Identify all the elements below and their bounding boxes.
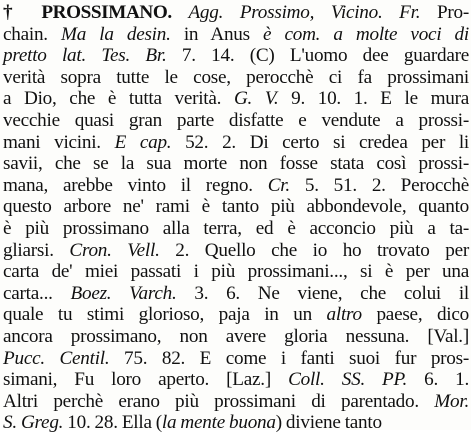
- entry-line: carta de' miei passati i più prossimani..., si è per una: [3, 261, 469, 283]
- entry-line: savii, che se la sua morte non fosse stata così prossi-: [3, 153, 469, 175]
- entry-line: mana, arebbe vinto il regno. Cr. 5. 51. 2. Perocchè: [3, 174, 469, 196]
- entry-line: ancora prossimano, non avere gloria nessuna. [Val.]: [3, 325, 469, 347]
- entry-line: chain. Ma la desin. in Anus è com. a molte voci di: [3, 23, 469, 45]
- entry-line: questo arbore ne' rami è tanto più abbondevole, quanto: [3, 196, 469, 218]
- entry-line: mani vicini. E cap. 52. 2. Di certo si credea per li: [3, 131, 469, 153]
- entry-line: è più prossimano alla terra, ed è acconcio più a ta-: [3, 217, 469, 239]
- entry-line: quale tu stimi glorioso, paja in un altro paese, dico: [3, 304, 469, 326]
- entry-line: pretto lat. Tes. Br. 7. 14. (C) L'uomo dee guardare: [3, 45, 470, 67]
- entry-line: Altri perchè erano più prossimani di parentado. Mor.: [3, 390, 469, 412]
- entry-line: verità sopra tutte le cose, perocchè ci fa prossimani: [3, 66, 469, 88]
- entry-line: simani, Fu loro aperto. [Laz.] Coll. SS. PP. 6. 1.: [3, 369, 470, 391]
- entry-line: vecchie quasi gran parte disfatte e vendute a prossi-: [3, 109, 469, 131]
- entry-line: a Dio, che è tutta verità. G. V. 9. 10. 1. E le mura: [3, 88, 469, 110]
- entry-line: gliarsi. Cron. Vell. 2. Quello che io ho trovato per: [3, 239, 469, 261]
- entry-line: carta... Boez. Varch. 3. 6. Ne viene, che colui il: [3, 282, 469, 304]
- entry-line: Pucc. Centil. 75. 82. E come i fanti suoi fur pros-: [3, 347, 469, 369]
- entry-line: S. Greg. 10. 28. Ella (la mente buona) diviene tanto: [3, 412, 382, 434]
- dictionary-entry-prossimano: [3, 2, 469, 434]
- entry-line: † PROSSIMANO. Agg. Prossimo, Vicino. Fr. Pro-: [3, 2, 470, 23]
